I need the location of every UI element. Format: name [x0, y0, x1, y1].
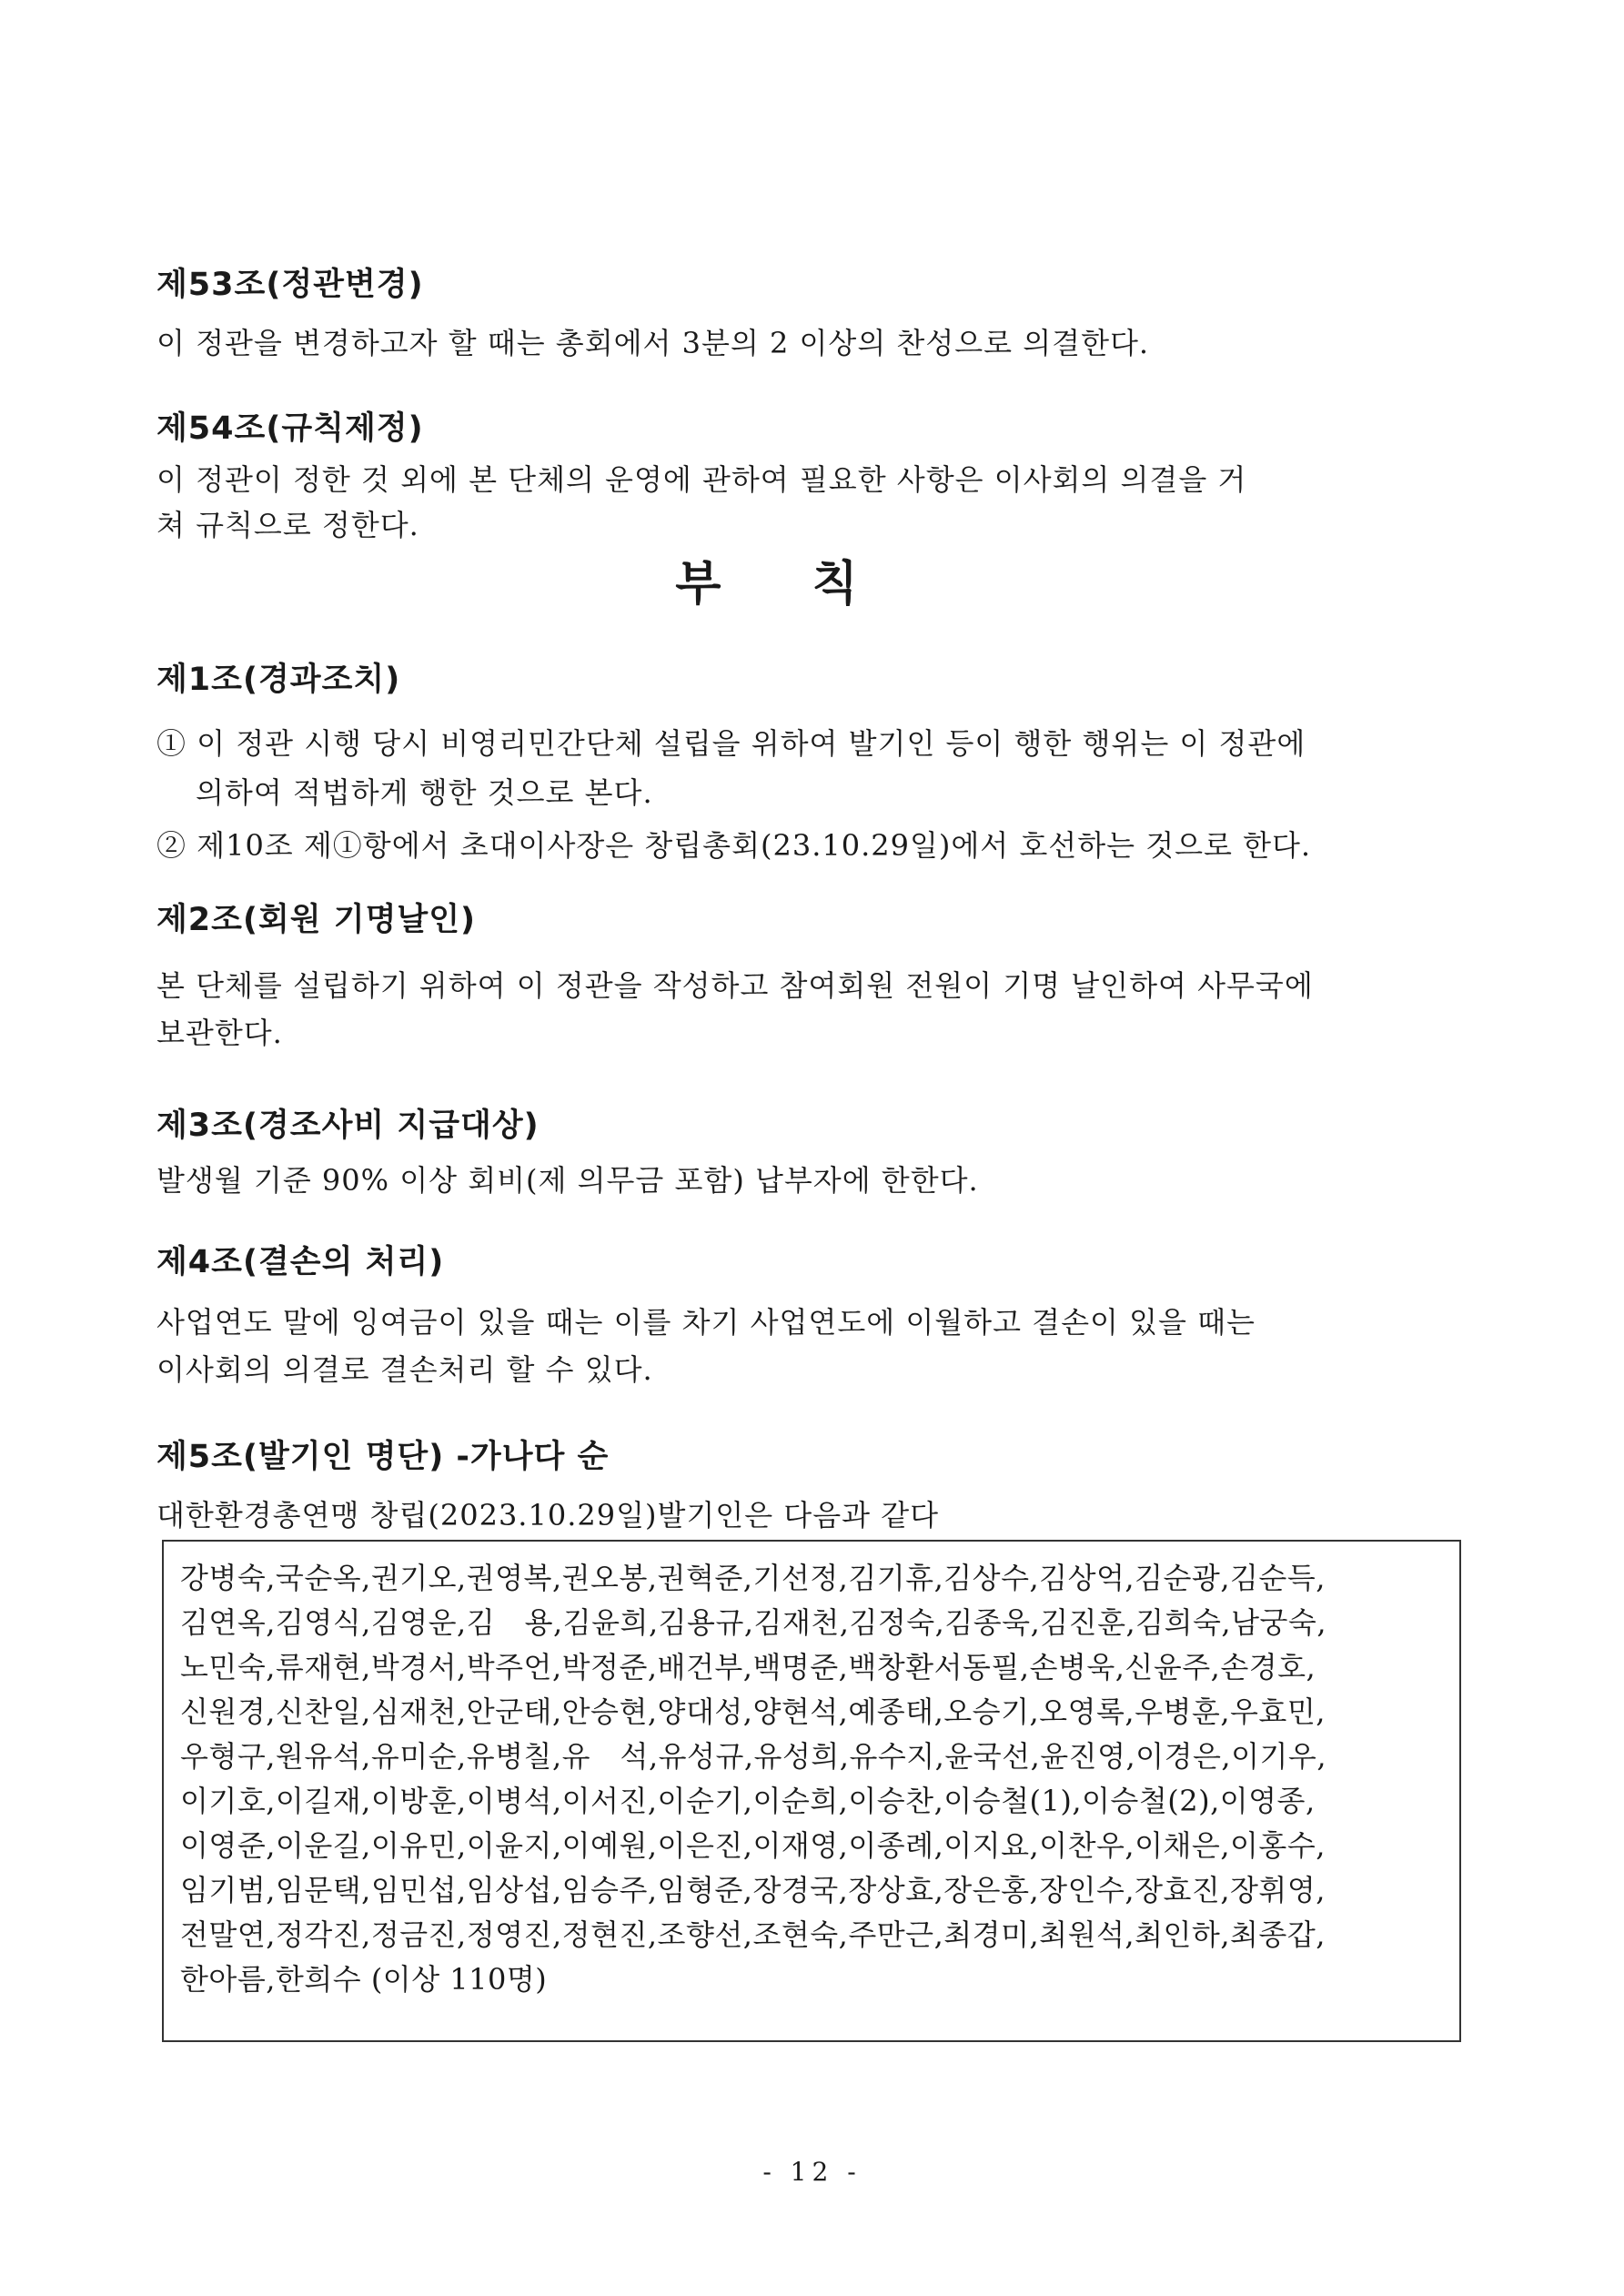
supp-2-title: 제2조(회원 기명날인) — [156, 902, 477, 938]
supp-1-item2: ② 제10조 제①항에서 초대이사장은 창립총회(23.10.29일)에서 호선하는 것으로 한다. — [156, 828, 1312, 863]
founders-row: 김연옥,김영식,김영운,김 용,김윤희,김용규,김재천,김정숙,김종욱,김진훈,김희숙,남궁숙, — [180, 1605, 1326, 1640]
supp-2-line2: 보관한다. — [156, 1016, 283, 1050]
supp-4-title: 제4조(결손의 처리) — [156, 1244, 445, 1280]
article-54-title: 제54조(규칙제정) — [156, 410, 424, 447]
founders-row: 전말연,정각진,정금진,정영진,정현진,조향선,조현숙,주만근,최경미,최원석,최인하,최종갑, — [180, 1917, 1326, 1952]
founders-row: 노민숙,류재현,박경서,박주언,박정준,배건부,백명준,백창환서동필,손병욱,신윤주,손경호, — [180, 1650, 1316, 1684]
founders-row: 강병숙,국순옥,권기오,권영복,권오봉,권혁준,기선정,김기휴,김상수,김상억,김순광,김순득, — [180, 1561, 1326, 1595]
supp-5-title: 제5조(발기인 명단) -가나다 순 — [156, 1439, 610, 1475]
supp-3-title: 제3조(경조사비 지급대상) — [156, 1108, 540, 1144]
founders-list-box — [162, 1540, 1461, 2042]
founders-row: 임기범,임문택,임민섭,임상섭,임승주,임형준,장경국,장상효,장은홍,장인수,장효진,장휘영, — [180, 1873, 1326, 1907]
founders-row: 이영준,이운길,이유민,이윤지,이예원,이은진,이재영,이종례,이지요,이찬우,이채은,이홍수, — [180, 1828, 1326, 1863]
supp-4-line1: 사업연도 말에 잉여금이 있을 때는 이를 차기 사업연도에 이월하고 결손이 있을 때는 — [156, 1305, 1256, 1340]
supp-4-line2: 이사회의 의결로 결손처리 할 수 있다. — [156, 1352, 653, 1387]
founders-row: 신원경,신찬일,심재천,안군태,안승현,양대성,양현석,예종태,오승기,오영록,우병훈,우효민, — [180, 1694, 1326, 1729]
article-53-text: 이 정관을 변경하고자 할 때는 총회에서 3분의 2 이상의 찬성으로 의결한다. — [156, 326, 1150, 360]
supp-1-item1-line2: 의하여 적법하게 행한 것으로 본다. — [196, 775, 653, 810]
founders-row: 한아름,한희수 (이상 110명) — [180, 1962, 548, 1997]
page-number: - 12 - — [762, 2157, 862, 2187]
supp-1-title: 제1조(경과조치) — [156, 662, 401, 698]
article-54-line2: 쳐 규칙으로 정한다. — [156, 508, 419, 542]
supp-2-line1: 본 단체를 설립하기 위하여 이 정관을 작성하고 참여회원 전원이 기명 날인하여 사무국에 — [156, 968, 1314, 1003]
founders-row: 이기호,이길재,이방훈,이병석,이서진,이순기,이순희,이승찬,이승철(1),이승철(2),이영종, — [180, 1784, 1316, 1818]
supp-3-text: 발생월 기준 90% 이상 회비(제 의무금 포함) 납부자에 한한다. — [156, 1163, 979, 1198]
section-title: 부칙 — [675, 557, 949, 612]
article-54-line1: 이 정관이 정한 것 외에 본 단체의 운영에 관하여 필요한 사항은 이사회의 의결을 거 — [156, 462, 1247, 497]
founders-row: 우형구,원유석,유미순,유병칠,유 석,유성규,유성희,유수지,윤국선,윤진영,이경은,이기우, — [180, 1739, 1326, 1774]
supp-5-intro: 대한환경총연맹 창립(2023.10.29일)발기인은 다음과 같다 — [156, 1498, 940, 1532]
article-53-title: 제53조(정관변경) — [156, 267, 424, 303]
supp-1-item1-line1: ① 이 정관 시행 당시 비영리민간단체 설립을 위하여 발기인 등이 행한 행위는 이 정관에 — [156, 726, 1306, 761]
